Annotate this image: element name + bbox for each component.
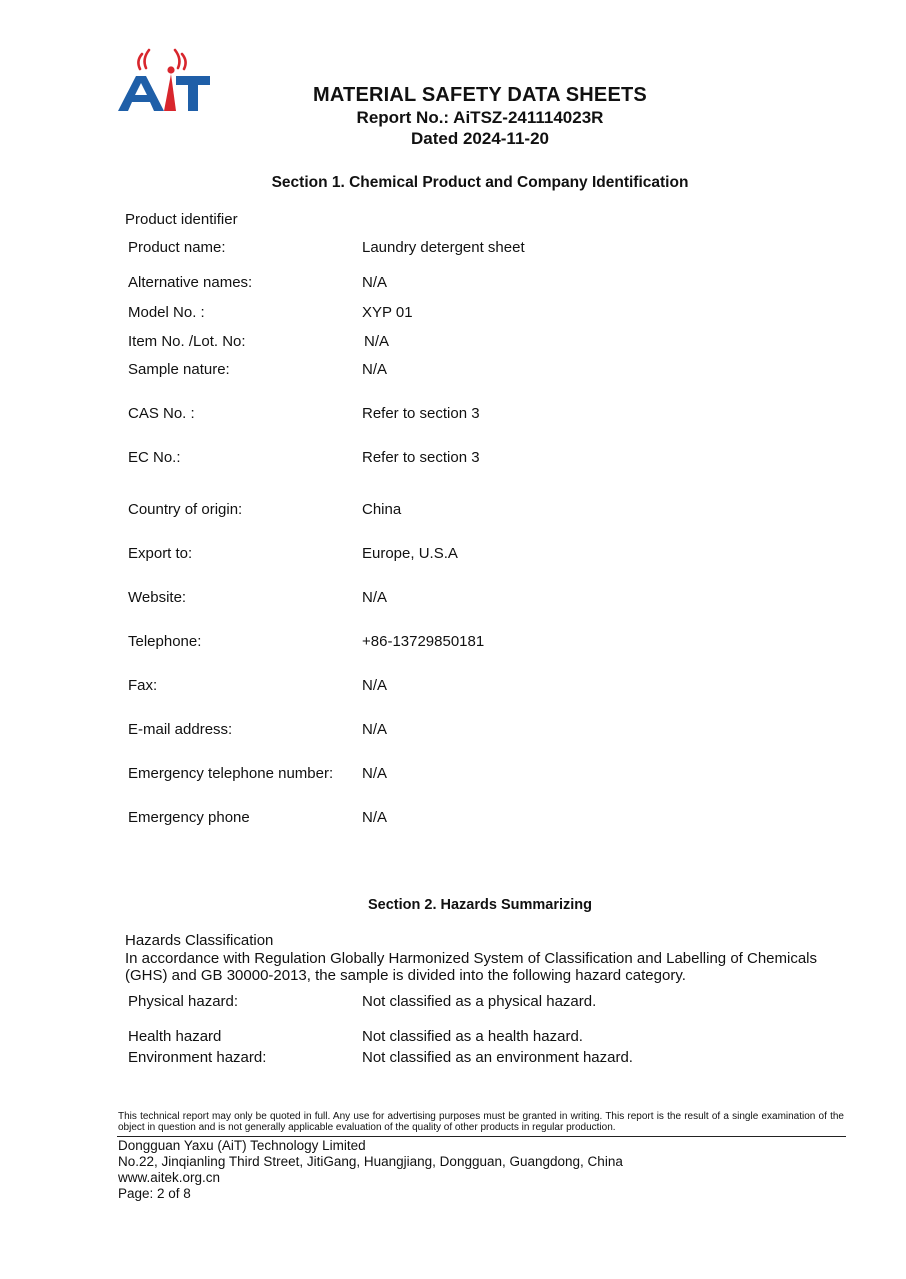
field-label: Export to:: [128, 545, 193, 562]
footer-address: No.22, Jinqianling Third Street, JitiGang, Huangjiang, Dongguan, Guangdong, China: [118, 1154, 623, 1169]
footer-disclaimer: This technical report may only be quoted in full. Any use for advertising purposes must be granted in writing. This report is the result of a single examination of the object in question and is not generally applicable evaluation of the quality of other products in regular production.: [118, 1111, 844, 1133]
field-label: Emergency telephone number:: [128, 765, 334, 782]
field-value: N/A: [362, 677, 388, 694]
hazards-paragraph: In accordance with Regulation Globally Harmonized System of Classification and Labelling of Chemicals (GHS) and GB 30000-2013, the sample is divided into the following hazard category.: [125, 950, 818, 984]
field-label: Fax:: [128, 677, 158, 694]
field-value: N/A: [364, 333, 390, 350]
field-label: Item No. /Lot. No:: [128, 333, 246, 350]
section-2-title: Section 2. Hazards Summarizing: [367, 897, 592, 913]
field-label: Health hazard: [128, 1028, 222, 1045]
field-value: Laundry detergent sheet: [362, 239, 525, 256]
footer-divider: [117, 1136, 846, 1137]
field-value: Europe, U.S.A: [362, 545, 458, 562]
field-value: +86-13729850181: [362, 633, 485, 650]
field-value: N/A: [362, 589, 388, 606]
page-number: Page: 2 of 8: [118, 1186, 191, 1201]
field-label: Product name:: [128, 239, 226, 256]
field-value: N/A: [362, 274, 388, 291]
field-value: N/A: [362, 809, 388, 826]
field-label: Website:: [128, 589, 187, 606]
report-number: Report No.: AiTSZ-241114023R: [356, 108, 604, 127]
field-value: N/A: [362, 361, 388, 378]
field-value: Not classified as an environment hazard.: [362, 1049, 633, 1066]
field-value: Refer to section 3: [362, 449, 480, 466]
field-value: N/A: [362, 765, 388, 782]
field-label: Emergency phone: [128, 809, 250, 826]
field-label: Alternative names:: [128, 274, 253, 291]
field-label: E-mail address:: [128, 721, 233, 738]
field-label: Physical hazard:: [128, 993, 239, 1010]
report-date: Dated 2024-11-20: [411, 129, 549, 148]
field-value: China: [362, 501, 402, 518]
field-label: Environment hazard:: [128, 1049, 267, 1066]
field-value: Not classified as a health hazard.: [362, 1028, 583, 1045]
footer-website: www.aitek.org.cn: [118, 1170, 221, 1185]
field-value: XYP 01: [362, 304, 413, 321]
product-identifier-heading: Product identifier: [125, 211, 238, 228]
field-label: Sample nature:: [128, 361, 230, 378]
field-label: Model No. :: [128, 304, 205, 321]
field-label: Telephone:: [128, 633, 202, 650]
section-1-title: Section 1. Chemical Product and Company Identification: [271, 174, 689, 191]
field-label: CAS No. :: [128, 405, 195, 422]
footer-company: Dongguan Yaxu (AiT) Technology Limited: [118, 1138, 366, 1153]
field-label: EC No.:: [128, 449, 181, 466]
hazards-classification-heading: Hazards Classification: [125, 932, 274, 949]
field-value: Refer to section 3: [362, 405, 480, 422]
field-label: Country of origin:: [128, 501, 243, 518]
field-value: Not classified as a physical hazard.: [362, 993, 597, 1010]
document-title: MATERIAL SAFETY DATA SHEETS: [313, 84, 647, 106]
field-value: N/A: [362, 721, 388, 738]
